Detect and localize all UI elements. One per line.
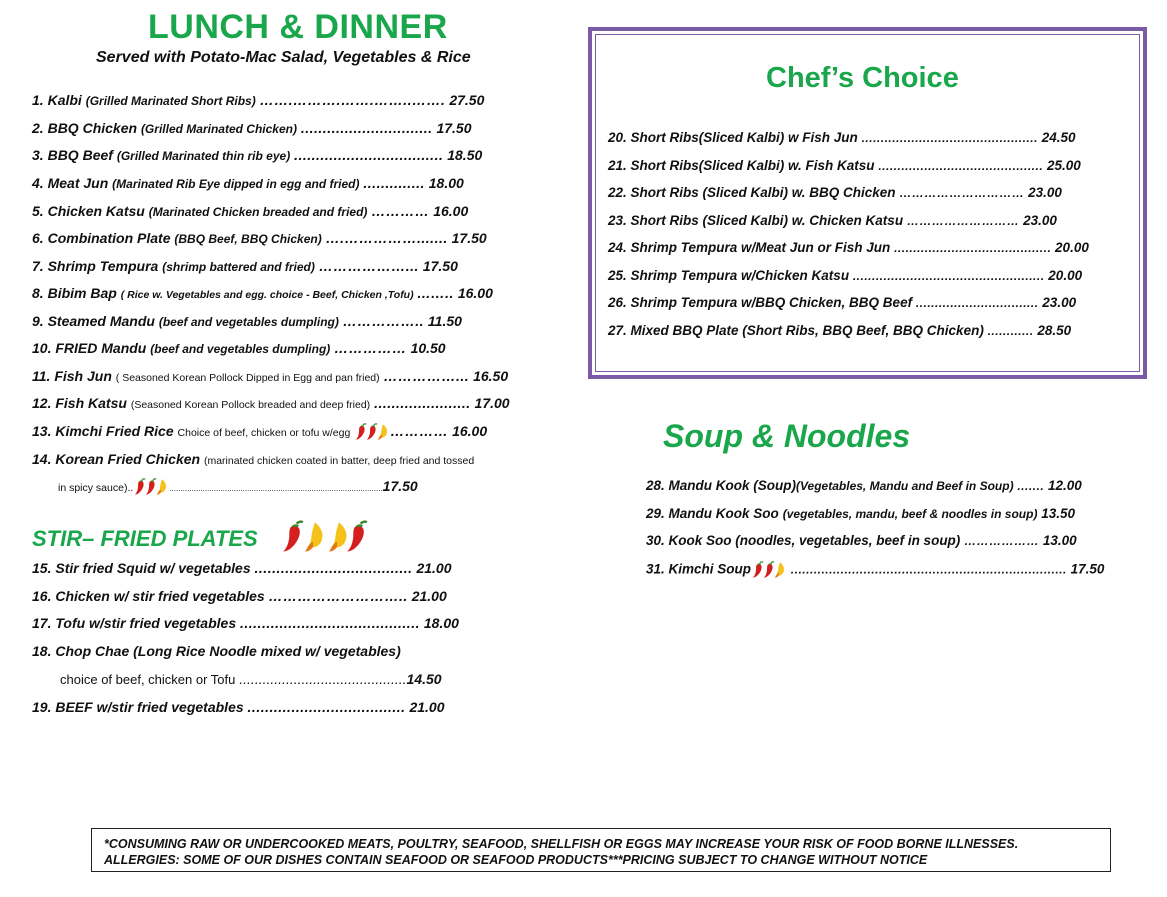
item-number: 19. — [32, 699, 52, 715]
item-price: 17.50 — [422, 258, 458, 274]
menu-item — [646, 478, 1082, 493]
item-name: Chop Chae (Long Rice Noodle mixed w/ vegetables) — [55, 643, 401, 659]
item-number: 13. — [32, 423, 52, 439]
menu-item — [32, 313, 462, 329]
item-price: 20.00 — [1048, 267, 1083, 283]
item-dots: ….……………....... — [325, 230, 448, 246]
menu-item — [608, 240, 1089, 255]
item-name: Bibim Bap — [47, 285, 117, 301]
item-dots: ………… — [371, 203, 430, 219]
chili-pepper-icon — [133, 478, 169, 494]
item-name: 24. Shrimp Tempura w/Meat Jun or Fish Jun — [608, 240, 891, 255]
menu-item — [32, 643, 401, 659]
menu-item — [608, 130, 1076, 145]
item-price: 17.50 — [451, 230, 487, 246]
item-description: (shrimp battered and fried) — [162, 260, 315, 274]
item-price: 21.00 — [409, 699, 445, 715]
item-number: 3. — [32, 147, 44, 163]
item-price: 17.50 — [1070, 561, 1105, 577]
menu-item-continuation — [60, 671, 442, 687]
item-dots: ……………... — [383, 368, 470, 384]
item-dots: …………….. — [342, 313, 425, 329]
item-dots: ......................................... — [894, 241, 1052, 255]
item-price: 23.00 — [1028, 185, 1062, 200]
soup-noodles-title: Soup & Noodles — [663, 418, 911, 454]
item-number: 11. — [32, 368, 51, 384]
menu-item — [608, 268, 1082, 283]
item-dots: ...….. — [417, 285, 454, 301]
item-price: 10.50 — [410, 340, 446, 356]
item-number: 17. — [32, 615, 52, 631]
chefs-choice-title: Chef’s Choice — [766, 62, 959, 94]
item-name: 26. Shrimp Tempura w/BBQ Chicken, BBQ Beef — [608, 295, 913, 310]
item-description: (beef and vegetables dumpling) — [158, 315, 339, 329]
item-price: 16.00 — [457, 285, 493, 301]
item-price: 23.00 — [1023, 212, 1057, 228]
item-price: 25.00 — [1046, 157, 1081, 173]
item-price: 28.50 — [1037, 322, 1072, 338]
item-number: 1. — [32, 92, 44, 108]
menu-item — [32, 451, 474, 467]
item-price: 17.00 — [474, 395, 510, 411]
item-description: (Grilled Marinated Short Ribs) — [85, 94, 256, 108]
chili-pepper-icon — [302, 520, 328, 554]
item-dots: ……………………….. — [268, 588, 408, 604]
item-price: 18.00 — [423, 615, 459, 631]
item-name: Fish Katsu — [55, 395, 127, 411]
chili-pepper-icon — [751, 561, 787, 576]
item-name: Tofu w/stir fried vegetables — [55, 615, 237, 631]
menu-item — [32, 395, 510, 411]
item-number: 18. — [32, 643, 52, 659]
item-name: 22. Short Ribs (Sliced Kalbi) w. BBQ Chicken — [608, 185, 896, 200]
menu-item — [32, 560, 452, 576]
chili-pepper-icon — [773, 561, 787, 579]
item-name: Korean Fried Chicken — [55, 451, 201, 467]
item-description-cont: choice of beef, chicken or Tofu — [60, 672, 236, 687]
item-name: 28. Mandu Kook (Soup) — [646, 478, 796, 493]
item-name: FRIED Mandu — [55, 340, 147, 356]
item-name: BBQ Beef — [47, 147, 113, 163]
item-dots: .................................................. — [852, 268, 1045, 283]
item-price: 12.00 — [1047, 478, 1082, 493]
item-name: Fish Jun — [54, 368, 112, 384]
item-description: (Seasoned Korean Pollock breaded and deep fried) — [130, 399, 371, 411]
menu-item — [646, 506, 1075, 521]
item-dots: ........................................... — [239, 671, 407, 687]
item-price: 23.00 — [1042, 295, 1077, 310]
item-dots: ........................................... — [878, 158, 1044, 173]
item-price: 17.50 — [436, 120, 472, 136]
item-price: 13.50 — [1041, 505, 1076, 521]
item-name: Chicken Katsu — [47, 203, 145, 219]
item-dots: ………… — [390, 423, 449, 439]
item-name: 27. Mixed BBQ Plate (Short Ribs, BBQ Beef, BBQ Chicken) — [608, 322, 984, 338]
lunch-title: LUNCH & DINNER — [148, 8, 448, 46]
menu-item — [608, 213, 1057, 228]
item-name: BBQ Chicken — [47, 120, 138, 136]
item-name: 30. Kook Soo (noodles, vegetables, beef in soup) — [646, 533, 961, 548]
item-number: 5. — [32, 203, 44, 219]
item-description: (Grilled Marinated Chicken) — [140, 122, 297, 136]
menu-item — [32, 699, 445, 715]
item-number: 14. — [32, 451, 52, 467]
item-description: (Grilled Marinated thin rib eye) — [116, 149, 291, 163]
item-dots: .................................. — [294, 147, 444, 163]
item-dots: .............. — [363, 175, 425, 191]
item-name: BEEF w/stir fried vegetables — [55, 699, 244, 715]
item-name: Shrimp Tempura — [47, 258, 159, 274]
item-price: 14.50 — [406, 671, 442, 687]
item-description: ( Seasoned Korean Pollock Dipped in Egg and pan fried) — [115, 372, 380, 384]
disclaimer-box — [91, 828, 1111, 872]
stir-fried-title — [32, 526, 258, 552]
menu-item — [32, 368, 508, 384]
stir-fried-title-text: STIR– FRIED PLATES — [32, 526, 258, 551]
menu-item — [32, 92, 484, 108]
item-dots: ......................................... — [240, 615, 420, 631]
item-price: 21.00 — [411, 588, 447, 604]
disclaimer-line-2: ALLERGIES: SOME OF OUR DISHES CONTAIN SEAFOOD OR SEAFOOD PRODUCTS***PRICING SUBJECT TO CHANGE WITHOUT NOTICE — [104, 853, 928, 867]
item-price: 16.00 — [433, 203, 469, 219]
chili-pepper-icon — [344, 520, 370, 554]
item-description: (Marinated Chicken breaded and fried) — [148, 205, 368, 219]
menu-item — [32, 147, 482, 163]
menu-item — [608, 185, 1062, 200]
item-name: Combination Plate — [47, 230, 171, 246]
item-dots: ………………... — [318, 258, 419, 274]
item-dots: .................................... — [247, 699, 406, 715]
disclaimer-line-1: *CONSUMING RAW OR UNDERCOOKED MEATS, POULTRY, SEAFOOD, SHELLFISH OR EGGS MAY INCREASE YOUR RISK OF FOOD BORNE ILLNESSES. — [104, 837, 1019, 851]
chili-pepper-icon — [280, 520, 370, 554]
item-dots: .................................... — [254, 560, 413, 576]
item-name: Kalbi — [47, 92, 82, 108]
item-name: Stir fried Squid w/ vegetables — [55, 560, 251, 576]
menu-item — [32, 423, 487, 441]
item-price: 24.50 — [1041, 130, 1076, 145]
item-name: 31. Kimchi Soup — [646, 561, 752, 577]
item-name: 29. Mandu Kook Soo — [646, 505, 779, 521]
item-name: Steamed Mandu — [47, 313, 155, 329]
item-dots: ................................ — [915, 296, 1039, 310]
item-price: 18.50 — [447, 147, 483, 163]
item-price: 17.50 — [382, 478, 418, 494]
item-number: 12. — [32, 395, 52, 411]
item-number: 8. — [32, 285, 44, 301]
item-description: (Marinated Rib Eye dipped in egg and fried) — [112, 177, 360, 191]
item-price: 20.00 — [1055, 240, 1089, 255]
item-dots: …………… — [334, 340, 407, 356]
lunch-subtitle: Served with Potato-Mac Salad, Vegetables & Rice — [96, 49, 471, 66]
item-description: (marinated chicken coated in batter, deep fried and tossed — [203, 455, 475, 467]
chili-pepper-icon — [354, 423, 390, 439]
item-price: 18.00 — [428, 175, 464, 191]
item-description: Choice of beef, chicken or tofu w/egg — [177, 427, 351, 439]
menu-item — [646, 533, 1077, 548]
menu-item — [32, 615, 459, 631]
item-dots: ……………… — [964, 534, 1040, 548]
item-number: 6. — [32, 230, 44, 246]
item-dots: ........................................................................ — [790, 562, 1067, 577]
item-name: 20. Short Ribs(Sliced Kalbi) w Fish Jun — [608, 130, 858, 145]
item-name: 25. Shrimp Tempura w/Chicken Katsu — [608, 267, 850, 283]
item-price: 27.50 — [449, 92, 485, 108]
item-dots: ................................................................................................ — [169, 484, 383, 493]
item-number: 4. — [32, 175, 44, 191]
item-name: Meat Jun — [47, 175, 109, 191]
menu-item — [32, 340, 446, 356]
chili-pepper-icon — [155, 478, 169, 496]
item-number: 15. — [32, 560, 52, 576]
item-name: Chicken w/ stir fried vegetables — [55, 588, 265, 604]
item-dots: ............ — [987, 323, 1034, 338]
item-name: 23. Short Ribs (Sliced Kalbi) w. Chicken Katsu — [608, 212, 904, 228]
item-description: (vegetables, mandu, beef & noodles in soup) — [782, 506, 1038, 521]
menu-item — [32, 175, 464, 191]
item-name: Kimchi Fried Rice — [55, 423, 174, 439]
item-price: 16.00 — [452, 423, 488, 439]
item-description: ( Rice w. Vegetables and egg. choice - Beef, Chicken ,Tofu) — [120, 289, 414, 301]
item-dots: ……………………… — [906, 213, 1020, 228]
menu-item — [32, 203, 468, 219]
menu-item — [32, 588, 447, 604]
item-dots: ....... — [1017, 479, 1045, 493]
item-description: (Vegetables, Mandu and Beef in Soup) — [796, 479, 1014, 493]
item-number: 10. — [32, 340, 52, 356]
menu-item-continuation — [58, 478, 418, 496]
item-name: 21. Short Ribs(Sliced Kalbi) w. Fish Katsu — [608, 157, 875, 173]
item-dots: .............................................. — [861, 131, 1038, 145]
menu-item — [32, 285, 493, 301]
item-description-cont: in spicy sauce).. — [58, 482, 134, 494]
item-price: 21.00 — [416, 560, 452, 576]
item-dots: ...................... — [374, 395, 471, 411]
menu-item — [32, 230, 487, 246]
item-price: 13.00 — [1042, 533, 1077, 548]
item-number: 2. — [32, 120, 44, 136]
menu-item — [646, 561, 1104, 579]
item-description: (beef and vegetables dumpling) — [150, 342, 331, 356]
menu-item — [608, 158, 1081, 173]
menu-item — [32, 120, 472, 136]
item-number: 9. — [32, 313, 44, 329]
item-description: (BBQ Beef, BBQ Chicken) — [174, 232, 322, 246]
menu-item — [608, 295, 1076, 310]
chili-pepper-icon — [376, 423, 390, 441]
item-number: 16. — [32, 588, 52, 604]
menu-item — [32, 258, 458, 274]
item-dots: ………………………… — [899, 186, 1025, 200]
item-dots: …….……….…….……..……. — [259, 92, 446, 108]
item-dots: .............................. — [300, 120, 433, 136]
item-price: 11.50 — [427, 313, 462, 329]
menu-item — [608, 323, 1071, 338]
item-number: 7. — [32, 258, 44, 274]
item-price: 16.50 — [473, 368, 509, 384]
